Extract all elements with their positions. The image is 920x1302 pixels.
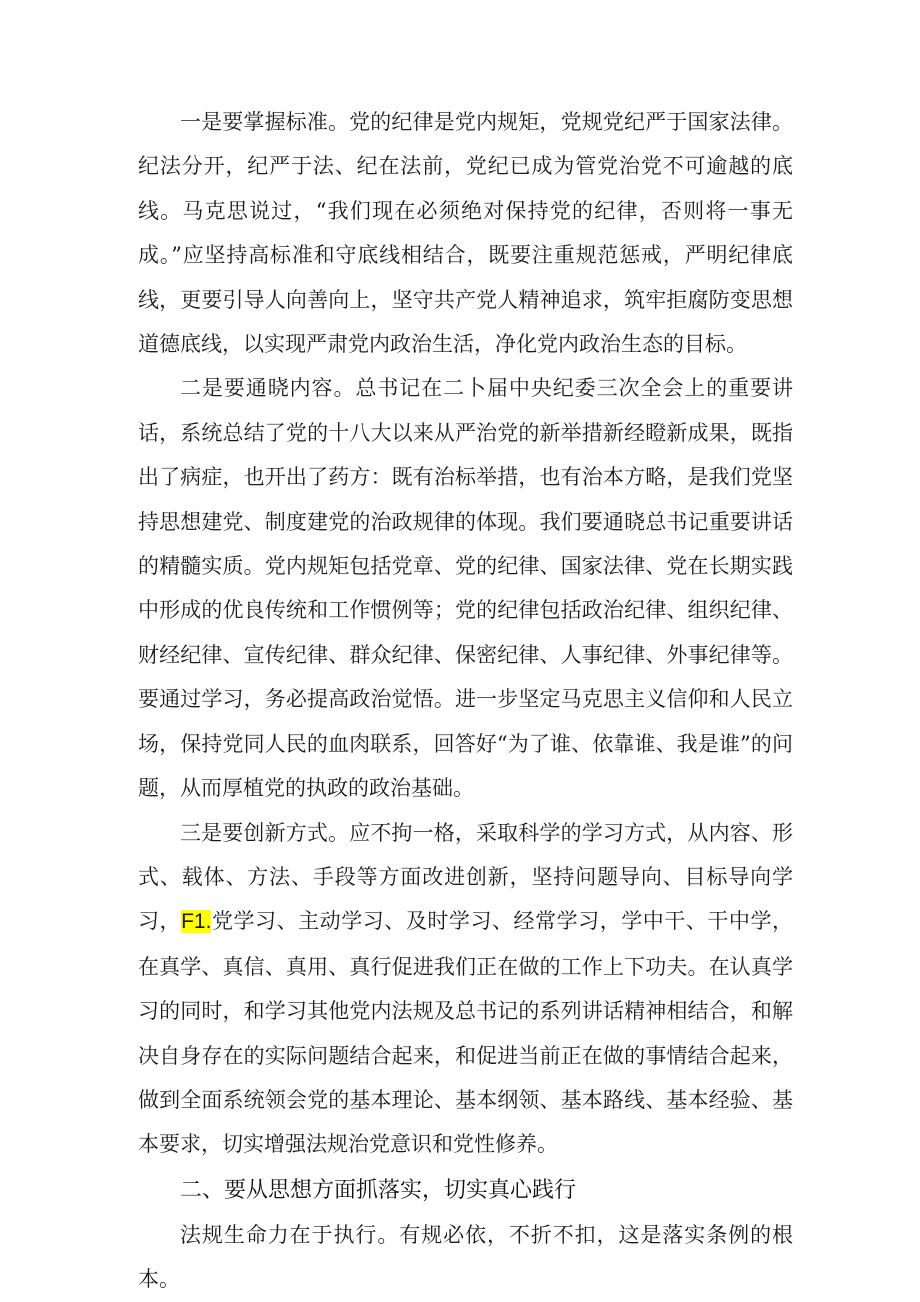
paragraph-innovate-methods [138,811,793,1167]
paragraph-text-end: 党学习、主动学习、及时学习、经常学习，学中干、干中学，在真学、真信、真用、真行促进我们正在做的工作上下功夫。在认真学习的同时，和学习其他党内法规及总书记的系列讲话精神相结合，和解决自身存在的实际问题结合起来，和促进当前正在做的事情结合起来，做到全面系统领会党的基本理论、基本纲领、基本路线、基本经验、基本要求，切实增强法规治党意识和党性修养。 [138,909,794,1157]
paragraph-master-standards: 一是要掌握标准。党的纪律是党内规矩，党规党纪严于国家法律。纪法分开，纪严于法、纪在法前，党纪已成为管党治党不可逾越的底线。马克思说过，“我们现在必须绝对保持党的纪律，否则将一事无成。”应坚持高标准和守底线相结合，既要注重规范惩戒，严明纪律底线，更要引导人向善向上，坚守共产党人精神追求，筑牢拒腐防变思想道德底线，以实现严肃党内政治生活，净化党内政治生态的目标。 [138,110,793,357]
section-heading: 二、要从思想方面抓落实，切实真心践行 [180,1176,577,1202]
paragraph-text-start: 三是要创新方式。应不拘一格，采取科学的学习方式，从内容、形式、载体、方法、手段等方面改进创新，坚持问题导向、目标导向学习， [138,820,793,934]
highlighted-mark: F1. [181,910,212,934]
document-body [138,100,793,1302]
paragraph-understand-content: 二是要通晓内容。总书记在二卜届中央纪委三次全会上的重要讲话，系统总结了党的十八大以来从严治党的新举措新经瞪新成果，既指出了病症，也开出了药方：既有治标举措，也有治本方略，是我们党坚持思想建党、制度建党的治政规律的体现。我们要通晓总书记重要讲话的精髓实质。党内规矩包括党章、党的纪律、国家法律、党在长期实践中形成的优良传统和工作惯例等；党的纪律包括政治纪律、组织纪律、财经纪律、宣传纪律、群众纪律、保密纪律、人事纪律、外事纪律等。要通过学习，务必提高政治觉悟。进一步坚定马克思主义信仰和人民立场，保持党同人民的血肉联系，回答好“为了谁、依靠谁、我是谁”的问题，从而厚植党的执政的政治基础。 [138,376,793,801]
paragraph-implementation: 法规生命力在于执行。有规必依，不折不扣，这是落实条例的根本。 [138,1222,793,1292]
